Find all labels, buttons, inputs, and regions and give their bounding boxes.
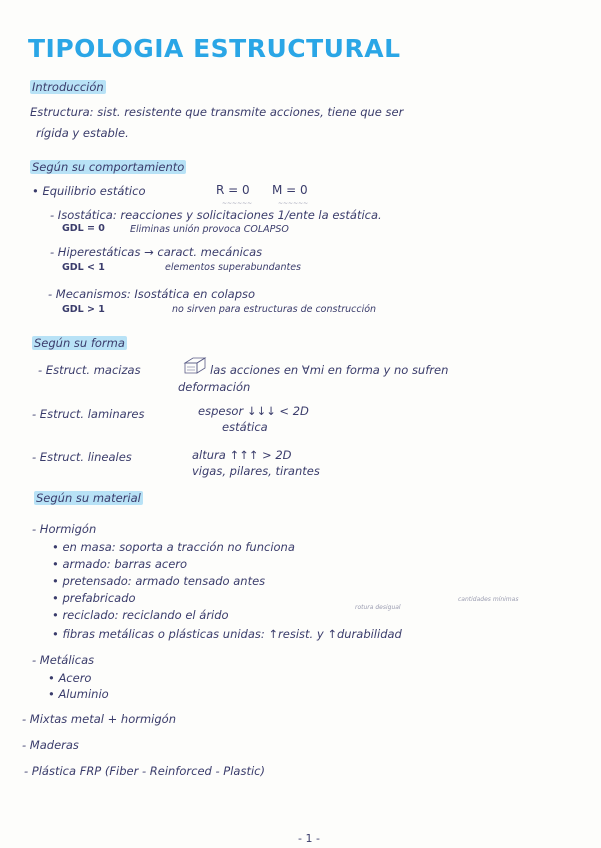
- lineales-desc: altura ↑↑↑ > 2D: [192, 448, 292, 462]
- mecanismos-note: no sirven para estructuras de construcción: [172, 304, 377, 315]
- mixtas-label: - Mixtas metal + hormigón: [22, 712, 176, 726]
- hormigon-item: • armado: barras acero: [52, 557, 188, 571]
- laminares-label: - Estruct. laminares: [32, 407, 145, 421]
- hormigon-note-a: rotura desigual: [355, 604, 401, 611]
- hiperestatica-note: elementos superabundantes: [165, 262, 301, 273]
- page-number: - 1 -: [298, 832, 320, 845]
- equation-r-annotation: ~~~~~~: [222, 200, 253, 207]
- laminares-desc-2: estática: [222, 420, 268, 434]
- laminares-desc: espesor ↓↓↓ < 2D: [198, 404, 309, 418]
- hormigon-item: • reciclado: reciclando el árido: [52, 608, 229, 622]
- hormigon-item: • pretensado: armado tensado antes: [52, 574, 266, 588]
- mecanismos-gdl: GDL > 1: [62, 304, 105, 315]
- equation-m-annotation: ~~~~~~: [278, 200, 309, 207]
- isostatica-gdl: GDL = 0: [62, 223, 105, 234]
- maderas-label: - Maderas: [22, 738, 79, 752]
- macizas-desc-2: deformación: [178, 380, 251, 394]
- equation-r: R = 0: [216, 183, 250, 197]
- hormigon-label: - Hormigón: [32, 522, 97, 536]
- hiperestatica-line: - Hiperestáticas → caract. mecánicas: [50, 245, 263, 259]
- equilibrio-label: • Equilibrio estático: [32, 184, 146, 198]
- hormigon-item: • en masa: soporta a tracción no funciona: [52, 540, 295, 554]
- macizas-desc: las acciones en ∀mi en forma y no sufren: [210, 363, 449, 377]
- hormigon-item: • prefabricado: [52, 591, 136, 605]
- page-title: TIPOLOGIA ESTRUCTURAL: [28, 34, 401, 63]
- equation-m: M = 0: [272, 183, 308, 197]
- macizas-label: - Estruct. macizas: [38, 363, 141, 377]
- isostatica-line: - Isostática: reacciones y solicitaciones 1/ente la estática.: [50, 208, 382, 222]
- hiperestatica-gdl: GDL < 1: [62, 262, 105, 273]
- material-heading: Según su material: [36, 491, 141, 505]
- hormigon-item: • fibras metálicas o plásticas unidas: ↑resist. y ↑durabilidad: [52, 627, 402, 641]
- forma-heading: Según su forma: [34, 336, 125, 350]
- mecanismos-line: - Mecanismos: Isostática en colapso: [48, 287, 256, 301]
- intro-line-2: rígida y estable.: [36, 126, 129, 140]
- block-sketch-icon: [182, 355, 208, 379]
- lineales-desc-2: vigas, pilares, tirantes: [192, 464, 320, 478]
- metal-item: • Aluminio: [48, 687, 109, 701]
- plastica-label: - Plástica FRP (Fiber - Reinforced - Plastic): [24, 764, 265, 778]
- comportamiento-heading: Según su comportamiento: [32, 160, 185, 174]
- intro-heading: Introducción: [32, 80, 104, 94]
- intro-line-1: Estructura: sist. resistente que transmite acciones, tiene que ser: [30, 105, 404, 119]
- lineales-label: - Estruct. lineales: [32, 450, 132, 464]
- metalicas-label: - Metálicas: [32, 653, 95, 667]
- metal-item: • Acero: [48, 671, 92, 685]
- hormigon-note-b: cantidades mínimas: [458, 596, 519, 603]
- isostatica-note: Eliminas unión provoca COLAPSO: [130, 224, 289, 235]
